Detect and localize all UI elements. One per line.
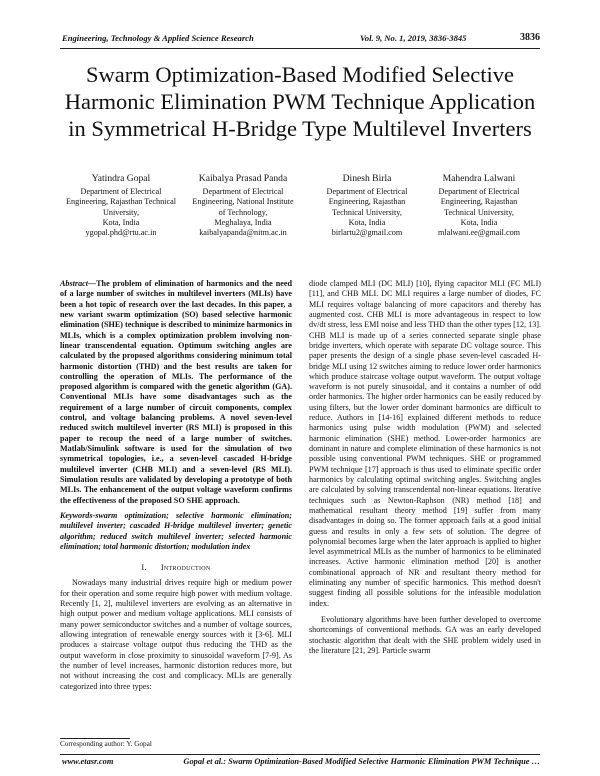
author-affiliation: Department of Electrical [438,187,520,197]
title-line: Harmonic Elimination PWM Technique Application [64,89,536,114]
author-name: Kaibalya Prasad Panda [198,173,288,184]
author-email[interactable]: kaibalyapanda@nitm.ac.in [199,228,287,238]
author-card [306,174,428,238]
abstract-label: Abstract [60,279,88,288]
page-number: 3836 [520,32,540,43]
footnote-rule [60,738,130,739]
author-card [182,174,304,238]
footer-citation: Gopal et al.: Swarm Optimization-Based Modified Selective Harmonic Elimination PWM Technique … [183,757,540,766]
left-column [60,279,292,692]
running-header [60,33,540,47]
author-card [418,174,540,238]
author-name: Mahendra Lalwani [442,173,516,184]
paper-title [40,61,560,142]
right-column [309,279,541,656]
author-location: Kota, India [102,217,140,227]
author-location: Kota, India [460,217,498,227]
title-line: Swarm Optimization-Based Modified Selective [85,62,515,87]
author-affiliation: Department of Electrical [326,187,408,197]
body-paragraph: Evolutionary algorithms have been further developed to overcome shortcomings of conventional methods. GA was an early developed stochastic algorithm that dealt with the SHE problem widely used in the literature [21, 29]. Particle swarm [309,615,541,655]
section-number: I. [141,563,147,573]
author-affiliation: Department of Electrical [80,187,162,197]
author-affiliation: Engineering, Rajasthan Technical [66,197,176,207]
abstract-text: —The problem of elimination of harmonics and the need of a large number of switches in multilevel inverters (MLIs) have been a hot topic of research over the last decades. In this paper, a new variant swarm optimization (SO) based selective harmonic elimination (SHE) technique is described to minimize harmonics in MLIs, which is a complex optimization problem involving non-linear transcendental equation. Optimum switching angles are calculated by the proposed algorithms considering minimum total harmonic distortion (THD) and the best results are taken for controlling the operation of MLIs. The performance of the proposed algorithm is compared with the genetic algorithm (GA). Conventional MLIs have some disadvantages such as the requirement of a large number of circuit components, complex control, and voltage balancing problems. A novel seven-level reduced switch multilevel inverter (RS MLI) is proposed in this paper to recoup the need of a large number of switches. Matlab/Simulink software is used for the simulation of two symmetrical topologies, i.e., a seven-level cascaded H-bridge multilevel inverter (CHB MLI) and a seven-level (RS MLI). Simulation results are validated by developing a prototype of both MLIs. The enhancement of the output voltage waveform confirms the effectiveness of the proposed SO SHE approach. [60,279,293,505]
journal-website[interactable]: www.etasr.com [62,757,114,766]
author-name: Yatindra Gopal [91,173,151,184]
author-affiliation: Department of Electrical [202,187,284,197]
journal-name: Engineering, Technology & Applied Science Research [62,33,254,43]
section-title: Introduction [160,563,211,573]
body-paragraph: diode clamped MLI (DC MLI) [10], flying capacitor MLI (FC MLI) [11], and CHB MLI. DC MLI requires a large number of diodes, FC MLI requires voltage balancing of more capacitors and thereby has augmented cost. CHB MLI is more advantageous in respect to low dv/dt stress, less EMI noise and less THD than the other types [12, 13]. CHB MLI is made up of a series connected separate single phase bridge inverters, which operate with separate DC voltage source. This paper presents the design of a single phase seven-level cascaded H-bridge MLI using 12 switches aiming to reduce lower order harmonics which produce staircase voltage output waveform. The output voltage waveform is not purely sinusoidal, and it contains a number of odd order harmonics. The higher order harmonics can be easily reduced by using filters, but the lower order dominant harmonics are difficult to reduce. Authors in [14-16] explained different methods to reduce harmonics using pulse width modulation (PWM) and selected harmonic elimination (SHE) method. Lower-order harmonics are dominant in nature and complete elimination of these harmonics is not possible using conventional PWM techniques. SHE or programmed PWM technique [17] approach is thus used to eliminate specific order harmonics by calculating optimal switching angles. Switching angles are calculated by solving transcendental non-linear equations. Iterative techniques such as Newton-Raphson (NR) method [18] and mathematical resultant theory method [19] suffer from many disadvantages in doing so. The former approach fails at a good initial guess and results in only a few sets of solution. The degree of polynomial becomes large when the later approach is applied to higher level asymmetrical MLIs as the number of harmonics to be eliminated increases. Active harmonic elimination method [20] is another combinational approach of NR and resultant theory method for eliminating any number of specific harmonics. This method doesn't suggest finding all possible solutions for the infeasible modulation index. [309,279,541,608]
footer-rule [60,754,540,755]
author-affiliation: of Technology, [218,207,268,217]
author-affiliation: Technical University, [444,207,514,217]
author-email[interactable]: birlartu2@gmail.com [331,228,403,238]
section-heading [60,563,292,573]
keywords: Keywords-swarm optimization; selective harmonic elimination; multilevel inverter; cascaded H-bridge multilevel inverter; genetic algorithm; reduced switch multilevel inverter; selected harmonic elimination; total harmonic distortion; modulation index [60,510,292,551]
author-block [60,174,540,254]
author-affiliation: Engineering, Rajasthan [328,197,406,207]
author-location: Kota, India [348,217,386,227]
author-affiliation: Engineering, National Institute [192,197,294,207]
title-line: in Symmetrical H-Bridge Type Multilevel Inverters [68,116,532,141]
author-affiliation: Engineering, Rajasthan [440,197,518,207]
author-email[interactable]: ygopal.phd@rtu.ac.in [85,228,157,238]
corresponding-author-note: Corresponding author: Y. Gopal [60,740,152,748]
header-rule [60,48,540,49]
author-affiliation: Technical University, [332,207,402,217]
author-card [60,174,182,238]
intro-paragraph: Nowadays many industrial drives require high or medium power for their operation and some require high power with medium voltage. Recently [1, 2], multilevel inverters are evolving as an alternative in high output power and medium voltage applications. MLI consists of many power semiconductor switches and a number of voltage sources, allowing integration of renewable energy sources with it [3-6]. MLI produces a staircase voltage output thus reducing the THD as the output waveform in close proximity to sinusoidal waveform [7-9]. As the number of level increases, harmonic distortion reduces more, but not without increasing the cost and complicacy. MLIs are generally categorized into three types: [60,578,292,691]
abstract [60,279,292,506]
running-footer [60,757,540,769]
author-location: Meghalaya, India [214,217,272,227]
volume-info: Vol. 9, No. 1, 2019, 3836-3845 [360,33,467,43]
author-name: Dinesh Birla [342,173,392,184]
author-email[interactable]: mlalwani.ee@gmail.com [437,228,521,238]
author-affiliation: University, [102,207,140,217]
